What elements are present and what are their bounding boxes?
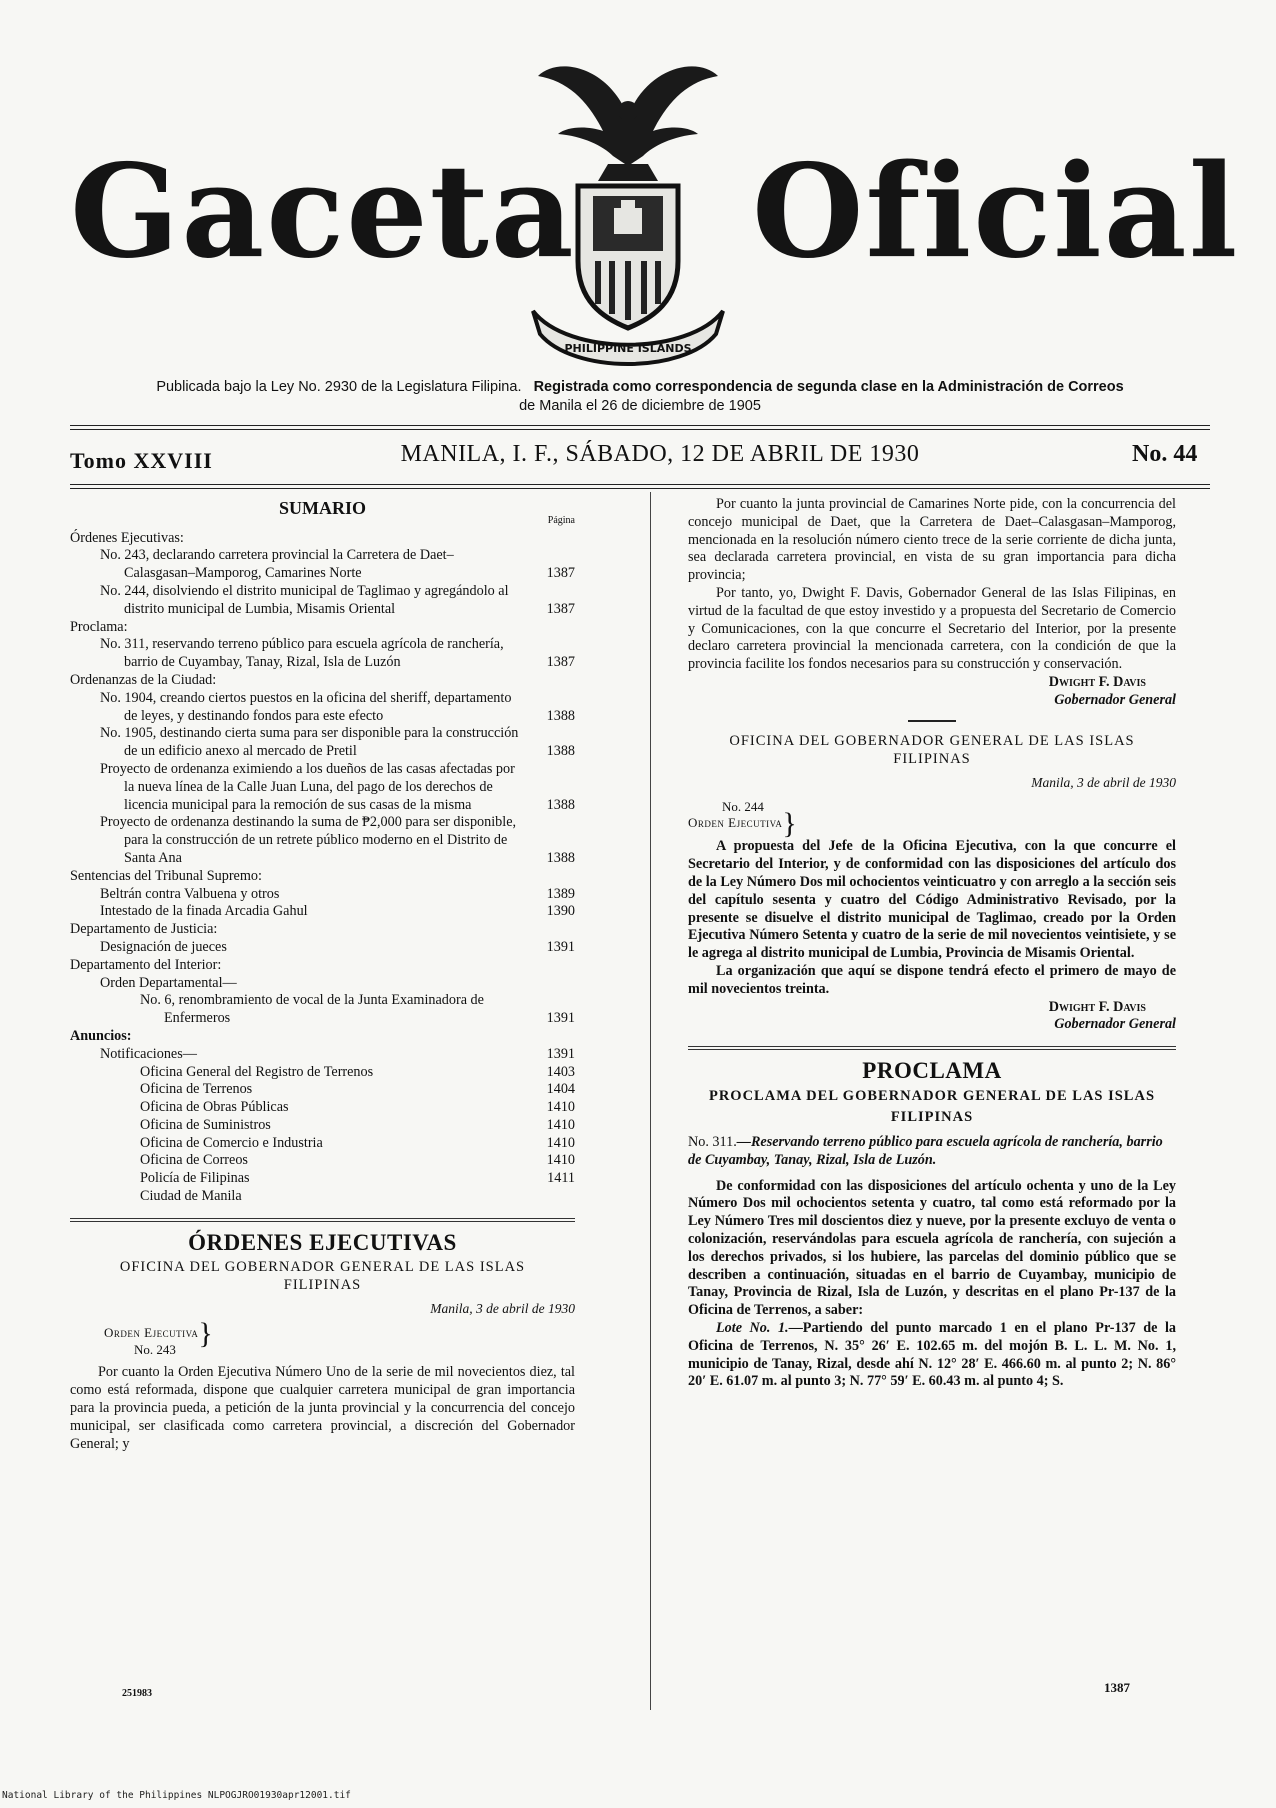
- order-243-type: Orden Ejecutiva: [104, 1325, 199, 1341]
- lote-label: Lote No. 1.: [716, 1319, 789, 1336]
- proclama-title: PROCLAMA: [862, 1058, 1002, 1084]
- sumario-row: [70, 672, 575, 690]
- short-rule: [908, 720, 956, 722]
- sumario-row-page: 1391: [546, 1010, 575, 1027]
- sumario-row-text: Proyecto de ordenanza eximiendo a los dueños de las casas afectadas por la nueva línea de la Calle Juan Luna, del pago de los derechos de licencia municipal para la remoción de sus casas de la misma: [100, 760, 515, 813]
- order-243-paragraph-3: Por tanto, yo, Dwight F. Davis, Gobernador General de las Islas Filipinas, en virtud de la facultad de que estoy investido y a propuesta del Secretario de Comercio y Comunicaciones, con la que concurre el Secretario del Interior, por la presente declaro carretera provincial la mencionada carretera, con la condición de que la provincia facilite los fondos necesarios para su construcción y conservación.: [688, 584, 1176, 673]
- sumario-row-page: 1388: [546, 796, 575, 813]
- sumario-title: SUMARIO: [278, 498, 366, 518]
- sumario-row-page: 1410: [546, 1116, 575, 1133]
- sumario-row-page: 1387: [546, 565, 575, 582]
- publication-note-c: de Manila el 26 de diciembre de 1905: [519, 398, 761, 414]
- sumario-row-text: No. 6, renombramiento de vocal de la Junta Examinadora de Enfermeros: [140, 992, 484, 1027]
- sumario-row: [70, 1135, 575, 1153]
- proclama-paragraph-1: De conformidad con las disposiciones del artículo ochenta y uno de la Ley Número Dos mil ochocientos setenta y cuatro, tal como está reformado por la Ley Número Tres mil doscientos diez y nueve, por la presente excluyo de venta o colonización, reservándolas para escuela agrícola de ranchería, con sujeción a los derechos privados, si los hubiere, las parcelas del dominio público que se describen a continuación, situadas en el barrio de Cuyambay, municipio de Tanay, Provincia de Rizal, Isla de Luzón, y descritas en el plano Pr-137 de la Oficina de Terrenos, a saber:: [688, 1177, 1176, 1319]
- order-244-number: No. 244: [722, 799, 764, 815]
- sumario-row: [70, 1117, 575, 1135]
- sumario-row-text: Orden Departamental—: [100, 974, 237, 991]
- sumario-row: [70, 1099, 575, 1117]
- sumario-row: [70, 725, 575, 761]
- sumario-row: [70, 1188, 575, 1206]
- sumario-row: [70, 583, 575, 619]
- sumario-row-text: Ciudad de Manila: [140, 1188, 242, 1205]
- office-heading-2: OFICINA DEL GOBERNADOR GENERAL DE LAS ISLAS FILIPINAS: [729, 732, 1135, 767]
- order-244-signature-title: Gobernador General: [1054, 1016, 1176, 1033]
- sumario-row: [70, 1028, 575, 1046]
- issue-number: No. 44: [1132, 441, 1198, 467]
- sumario-row: [70, 814, 575, 867]
- ordenes-date: Manila, 3 de abril de 1930: [430, 1300, 575, 1316]
- sumario-row-text: Beltrán contra Valbuena y otros: [100, 885, 280, 902]
- sumario-row-page: 1388: [546, 849, 575, 866]
- publication-note-a: Publicada bajo la Ley No. 2930 de la Legislatura Filipina.: [156, 379, 522, 395]
- sumario-row-text: Oficina de Obras Públicas: [140, 1099, 289, 1116]
- sumario-row-page: 1411: [547, 1170, 575, 1187]
- order-244-paragraph-1: A propuesta del Jefe de la Oficina Ejecutiva, con la que concurre el Secretario del Interior, y de conformidad con las disposiciones del artículo dos de la Ley Número Dos mil ochocientos veinticuatro y con arreglo a la sección seis del capítulo sesenta y cuatro del Código Administrativo Revisado, por la presente se disuelve el distrito municipal de Taglimao, creado por la Orden Ejecutiva Número Setenta y cuatro de la serie de mil novecientos veintisiete, y se le agrega al distrito municipal de Lumbia, Provincia de Misamis Oriental.: [688, 838, 1176, 962]
- sumario-row-page: 1403: [546, 1063, 575, 1080]
- publication-note: [60, 378, 1220, 416]
- sumario-row-text: Oficina de Terrenos: [140, 1081, 253, 1098]
- proclama-subject-text: —Reservando terreno público para escuela agrícola de ranchería, barrio de Cuyambay, Tanay, Rizal, Isla de Luzón.: [688, 1133, 1163, 1168]
- sumario-row-text: Designación de jueces: [100, 938, 227, 955]
- sumario-row-page: 1388: [546, 743, 575, 760]
- sumario-row-text: Órdenes Ejecutivas:: [70, 529, 184, 546]
- sumario-page-header: Página: [547, 514, 575, 526]
- order-243-label: Orden Ejecutiva} No. 243: [104, 1317, 213, 1358]
- sumario-row-text: Oficina de Correos: [140, 1152, 248, 1169]
- sumario-row-page: 1410: [546, 1099, 575, 1116]
- issue-dateline: MANILA, I. F., SÁBADO, 12 DE ABRIL DE 1930: [400, 441, 920, 467]
- sumario-row-text: No. 243, declarando carretera provincial la Carretera de Daet–Calasgasan–Mamporog, Camarines Norte: [100, 547, 454, 582]
- sumario-row-text: Sentencias del Tribunal Supremo:: [70, 867, 262, 884]
- sumario-row-page: 1387: [546, 600, 575, 617]
- sumario-row-page: 1390: [546, 903, 575, 920]
- sumario-row-page: 1410: [546, 1134, 575, 1151]
- sumario-row-text: Notificaciones—: [100, 1045, 197, 1062]
- sumario-row: [70, 1152, 575, 1170]
- order-244-date: Manila, 3 de abril de 1930: [1031, 774, 1176, 790]
- sumario-row-text: Policía de Filipinas: [140, 1170, 250, 1187]
- sumario-row: [70, 903, 575, 921]
- section-separator-right: [688, 1046, 1176, 1050]
- order-244-type: Orden Ejecutiva: [688, 815, 783, 831]
- sumario-row-page: 1391: [546, 1045, 575, 1062]
- sumario-row: [70, 547, 575, 583]
- rule-top-1: [70, 425, 1210, 426]
- sumario-row-text: Departamento de Justicia:: [70, 921, 218, 938]
- order-243-signature-title: Gobernador General: [1054, 691, 1176, 708]
- sumario-row-text: Departamento del Interior:: [70, 956, 222, 973]
- sumario-row: [70, 530, 575, 548]
- sumario-row-text: Intestado de la finada Arcadia Gahul: [100, 903, 308, 920]
- order-244-label: No. 244 Orden Ejecutiva}: [688, 799, 797, 841]
- sumario-row-text: No. 1904, creando ciertos puestos en la oficina del sheriff, departamento de leyes, y destinando fondos para este efecto: [100, 689, 512, 724]
- sumario-row-text: Anuncios:: [70, 1027, 132, 1044]
- sumario-row: [70, 975, 575, 993]
- order-243-number: No. 243: [134, 1342, 176, 1358]
- plate-number: 251983: [122, 1688, 152, 1699]
- proclama-subject: [688, 1134, 1176, 1170]
- order-243-paragraph-1: Por cuanto la Orden Ejecutiva Número Uno de la serie de mil novecientos diez, tal como está reformada, dispone que cualquier carretera municipal de gran importancia para la provincia pueda, a petición de la junta provincial y la concurrencia del concejo municipal, ser clasificada como carretera provincial, a discreción del Gobernador General; y: [70, 1364, 575, 1452]
- sumario-row: [70, 868, 575, 886]
- sumario-row-text: Proyecto de ordenanza destinando la suma de ₱2,000 para ser disponible, para la construcción de un retrete público moderno en el Distrito de Santa Ana: [100, 814, 517, 866]
- archive-footer: [0, 1790, 1276, 1808]
- order-243-signature: Dwight F. Davis: [1048, 673, 1146, 690]
- order-244-signature: Dwight F. Davis: [1048, 998, 1146, 1015]
- sumario-row-page: 1389: [546, 885, 575, 902]
- sumario-row-text: Oficina de Comercio e Industria: [140, 1134, 323, 1151]
- order-243-paragraph-2: Por cuanto la junta provincial de Camarines Norte pide, con la concurrencia del concejo municipal de Daet, que la Carretera de Daet–Calasgasan–Mamporog, mencionada en la resolución número ciento trece de la serie corriente de dicha junta, sea declarada carretera provincial, en vista de su gran importancia para dicha provincia;: [688, 496, 1176, 584]
- sumario-row: [70, 957, 575, 975]
- rule-under-dateline-2: [70, 488, 1210, 489]
- sumario-row-text: No. 1905, destinando cierta suma para ser disponible para la construcción de un edificio anexo al mercado de Pretil: [100, 725, 519, 760]
- sumario-row: [70, 619, 575, 637]
- sumario-row-text: Proclama:: [70, 618, 128, 635]
- ordenes-title: ÓRDENES EJECUTIVAS: [188, 1229, 457, 1255]
- archive-footer-text: National Library of the Philippines NLPOGJRO01930apr12001.tif: [2, 1790, 351, 1801]
- lote-text: —Partiendo del punto marcado 1 en el plano Pr-137 de la Oficina de Terrenos, N. 35° 26′ E. 102.65 m. del mojón B. L. L. M. No. 1, municipio de Tanay, Rizal, desde ahí N. 12° 28′ E. 466.60 m. al punto 2; N. 86° 20′ E. 61.07 m. al punto 3; N. 77° 59′ E. 60.43 m. al punto 4; S.: [688, 1319, 1177, 1390]
- sumario-row-page: 1404: [546, 1081, 575, 1098]
- masthead-title-right: Oficial: [752, 137, 1240, 287]
- eagle-crest-icon: [518, 56, 738, 376]
- order-244-paragraph-2: La organización que aquí se dispone tendrá efecto el primero de mayo de mil novecientos treinta.: [688, 962, 1176, 997]
- sumario-row: [70, 886, 575, 904]
- proclama-paragraph-2: [688, 1320, 1176, 1391]
- volume-label: Tomo XXVIII: [70, 448, 213, 473]
- proclama-number: No. 311.: [688, 1133, 737, 1150]
- sumario-row: [70, 939, 575, 957]
- sumario-row-text: No. 244, disolviendo el distrito municipal de Taglimao y agregándolo al distrito municipal de Lumbia, Misamis Oriental: [100, 582, 509, 617]
- sumario-row: [70, 636, 575, 672]
- left-column: [70, 498, 575, 1453]
- sumario-row-text: Oficina General del Registro de Terrenos: [140, 1063, 374, 1080]
- proclama-office: PROCLAMA DEL GOBERNADOR GENERAL DE LAS ISLAS FILIPINAS: [708, 1087, 1156, 1125]
- rule-under-dateline-1: [70, 484, 1210, 485]
- column-divider: [650, 492, 651, 1710]
- sumario-row-page: 1387: [546, 654, 575, 671]
- masthead-title-left: Gaceta: [70, 137, 576, 287]
- sumario-row: [70, 1064, 575, 1082]
- sumario-row-text: Oficina de Suministros: [140, 1116, 271, 1133]
- sumario-row-page: 1410: [546, 1152, 575, 1169]
- rule-top-2: [70, 429, 1210, 430]
- sumario-row-page: 1388: [546, 707, 575, 724]
- sumario-row: [70, 1046, 575, 1064]
- right-column: [688, 496, 1176, 1391]
- publication-note-b: Registrada como correspondencia de segunda clase en la Administración de Correos: [533, 379, 1124, 395]
- sumario-row-page: 1391: [546, 938, 575, 955]
- sumario-row: [70, 1170, 575, 1188]
- sumario-row-text: No. 311, reservando terreno público para escuela agrícola de ranchería, barrio de Cuyambay, Tanay, Rizal, Isla de Luzón: [100, 636, 504, 671]
- sumario-row: [70, 921, 575, 939]
- sumario-row: [70, 992, 575, 1028]
- page-number: 1387: [1104, 1680, 1130, 1695]
- sumario-row: [70, 1081, 575, 1099]
- crest-ribbon-text: PHILIPPINE ISLANDS: [564, 342, 692, 355]
- sumario-row-text: Ordenanzas de la Ciudad:: [70, 671, 217, 688]
- sumario-list: [70, 530, 575, 1206]
- section-separator: [70, 1218, 575, 1222]
- ordenes-office: OFICINA DEL GOBERNADOR GENERAL DE LAS ISLAS FILIPINAS: [119, 1258, 526, 1293]
- sumario-row: [70, 690, 575, 726]
- sumario-row: [70, 761, 575, 814]
